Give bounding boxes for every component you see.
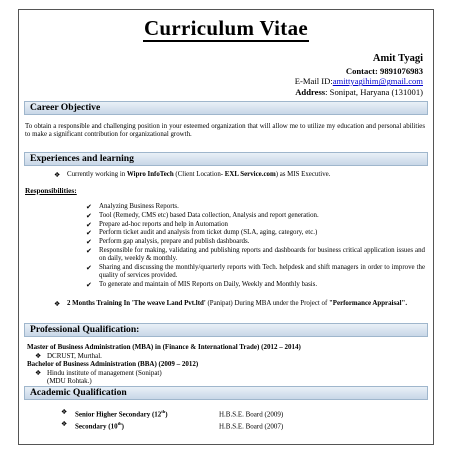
professional-qualifications: [27, 343, 427, 386]
page-title: Curriculum Vitae: [143, 16, 309, 40]
responsibility-item: ✔ To generate and maintain of MIS Reports on Daily, Weekly and Monthly basis.: [86, 280, 318, 289]
section-career-objective: Career Objective: [24, 101, 428, 115]
bba-institute: Hindu institute of management (Sonipat): [47, 368, 162, 377]
responsibilities-heading: Responsibilities:: [25, 186, 77, 195]
candidate-name: Amit Tyagi: [372, 53, 423, 64]
responsibility-item: ✔ Perform ticket audit and analysis from ticket dump (SLA, aging, category, etc.): [86, 229, 318, 238]
objective-text: To obtain a responsible and challenging position in your esteemed organization that will allow me to utilize my education and personal abilities to make a significant contribution for organizational growth.: [25, 123, 425, 139]
section-professional: Professional Qualification:: [24, 323, 428, 337]
academic-row: [61, 407, 284, 419]
training-item: ❖ 2 Months Training In 'The weave Land Pvt.ltd' (Panipat) During MBA under the Project of "Performance Appraisal".: [54, 300, 408, 308]
checkmark-icon: ✔: [86, 220, 92, 229]
academic-board: H.B.S.E. Board (2007): [219, 422, 284, 431]
diamond-bullet-icon: ❖: [54, 171, 61, 179]
diamond-bullet-icon: ❖: [61, 420, 68, 429]
checkmark-icon: ✔: [86, 263, 92, 272]
checkmark-icon: ✔: [86, 280, 92, 289]
diamond-bullet-icon: ❖: [54, 300, 61, 308]
section-academic: Academic Qualification: [24, 386, 428, 400]
section-experience: Experiences and learning: [24, 152, 428, 166]
diamond-bullet-icon: ❖: [61, 408, 68, 416]
diamond-bullet-icon: ❖: [35, 351, 42, 360]
contact-block: [295, 54, 423, 97]
checkmark-icon: ✔: [86, 238, 92, 247]
email-line: E-Mail ID:amittyagihim@gmail.com: [294, 76, 423, 87]
checkmark-icon: ✔: [86, 246, 92, 255]
diamond-bullet-icon: ❖: [35, 368, 42, 377]
responsibility-item: ✔ Sharing and discussing the monthly/quarterly reports with Tech. helpdesk and shift managers in order to improve the quality of services provided.: [86, 263, 425, 280]
responsibilities-list: [86, 203, 425, 290]
responsibility-item: ✔ Tool (Remedy, CMS etc) based Data collection, Analysis and report generation.: [86, 211, 319, 220]
responsibility-item: ✔ Prepare ad-hoc reports and help in Automation: [86, 220, 228, 229]
current-job: ❖ Currently working in Wipro InfoTech (Client Location- EXL Service.com) as MIS Executive.: [54, 171, 331, 179]
mba-institute: DCRUST, Murthal.: [47, 351, 102, 360]
responsibility-item: ✔ Perform gap analysis, prepare and publish dashboards.: [86, 238, 250, 247]
address-line: Address: Sonipat, Haryana (131001): [295, 86, 423, 97]
responsibility-item: ✔ Responsible for making, validating and publishing reports and dashboards for business critical application issues and on daily, weekly & monthly.: [86, 246, 425, 263]
bba-degree: Bachelor of Business Administration (BBA) (2009 – 2012): [27, 360, 199, 368]
checkmark-icon: ✔: [86, 203, 92, 211]
checkmark-icon: ✔: [86, 211, 92, 220]
email-link[interactable]: amittyagihim@gmail.com: [332, 76, 423, 87]
academic-level: Senior Higher Secondary (12th): [75, 409, 168, 419]
academic-level: Secondary (10th): [75, 421, 124, 431]
mba-degree: Master of Business Administration (MBA) in (Finance & International Trade) (2012 – 2014): [27, 343, 301, 351]
academic-board: H.B.S.E. Board (2009): [219, 410, 284, 419]
resume-page: [18, 9, 434, 445]
bba-university: (MDU Rohtak.): [47, 377, 92, 385]
contact-line: Contact: 9891076983: [345, 65, 423, 76]
academic-table: [61, 407, 284, 432]
responsibility-item: ✔ Analyzing Business Reports.: [86, 203, 179, 211]
academic-row: [61, 419, 284, 431]
checkmark-icon: ✔: [86, 229, 92, 238]
